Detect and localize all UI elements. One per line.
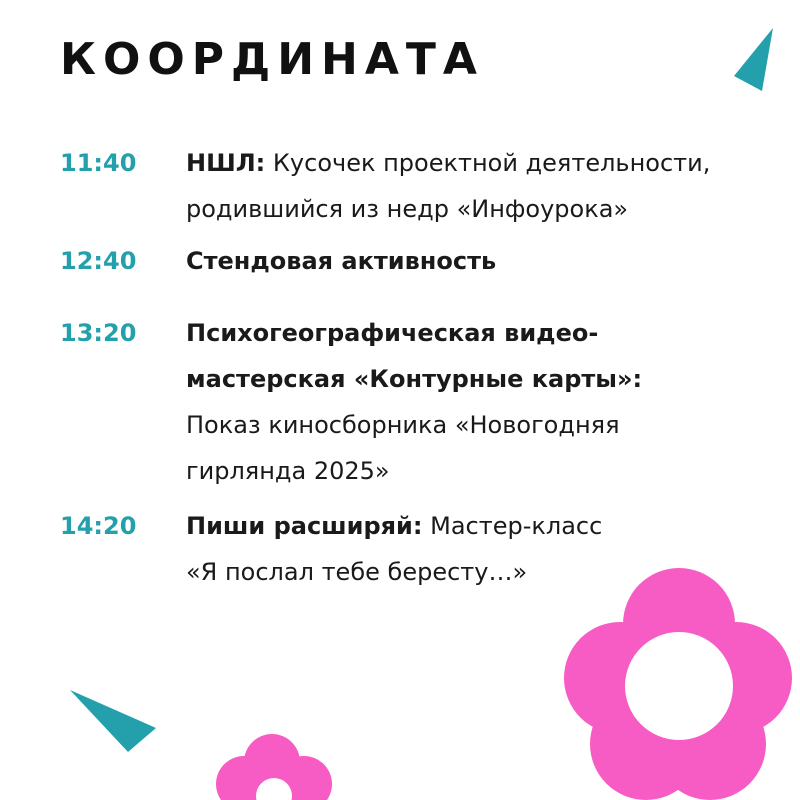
schedule-title: Стендовая активность — [186, 247, 497, 275]
schedule-title: Пиши расширяй: — [186, 512, 423, 540]
pink-flower-icon — [558, 564, 800, 800]
schedule-text: Кусочек проектной деятельности, родившийся из недр «Инфоурока» — [186, 149, 711, 223]
schedule-description — [186, 310, 656, 494]
schedule-time: 12:40 — [60, 247, 137, 275]
pink-flower-icon — [208, 732, 340, 800]
schedule-title: НШЛ: — [186, 149, 266, 177]
schedule-time: 14:20 — [60, 512, 137, 540]
schedule-description — [186, 140, 746, 232]
schedule-time: 11:40 — [60, 149, 137, 177]
teal-triangle-icon — [726, 24, 778, 94]
schedule-text: Показ киносборника «Новогодняя гирлянда 2025» — [186, 411, 620, 485]
schedule-title: Психогеографическая видео-мастерская «Контурные карты»: — [186, 319, 643, 393]
schedule-description — [186, 503, 606, 595]
teal-triangle-icon — [66, 686, 160, 756]
page-title: КООРДИНАТА — [60, 34, 484, 85]
schedule-time: 13:20 — [60, 319, 137, 347]
schedule-text: Мастер-класс «Я послал тебе бересту…» — [186, 512, 603, 586]
schedule-description — [186, 238, 766, 284]
